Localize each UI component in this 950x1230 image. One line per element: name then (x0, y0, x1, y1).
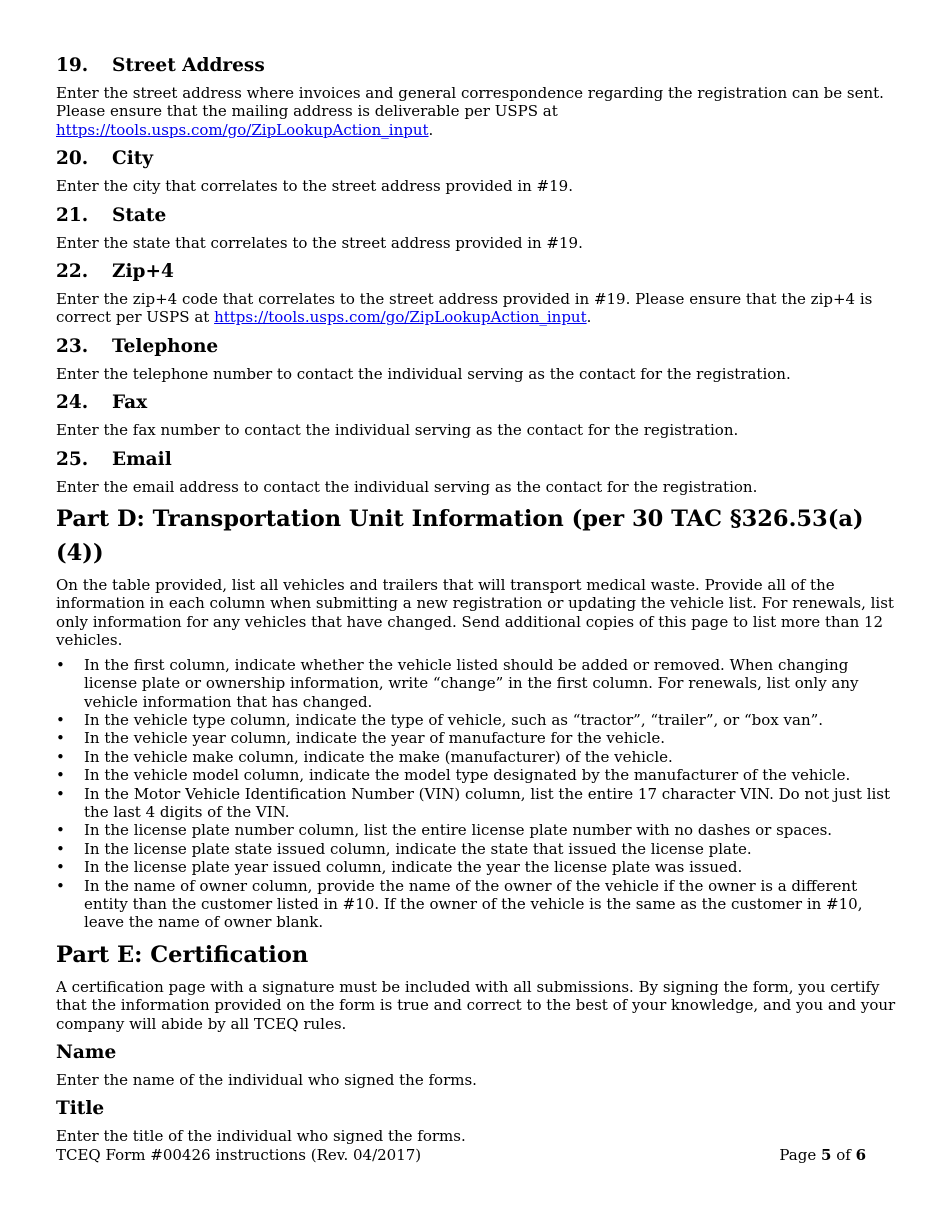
field-text-telephone: Enter the telephone number to contact the individual serving as the contact for the registration. (56, 364, 791, 383)
page-footer (56, 1145, 866, 1165)
field-text-email: Enter the email address to contact the individual serving as the contact for the registration. (56, 477, 758, 496)
field-heading-zip4: 22. Zip+4 (56, 261, 174, 283)
usps-link[interactable]: https://tools.usps.com/go/ZipLookupAction_input (214, 308, 587, 327)
page-content (56, 52, 898, 1146)
part-d-heading: Part D: Transportation Unit Information (per 30 TAC §326.53(a)(4)) (56, 506, 864, 567)
field-text-fax: Enter the fax number to contact the individual serving as the contact for the registration. (56, 421, 739, 440)
title-heading: Title (56, 1098, 105, 1120)
list-item: • In the name of owner column, provide the name of the owner of the vehicle if the owner is a different entity than the customer listed in #10. If the owner of the vehicle is the same as the customer in #10, leave the name of owner blank. (56, 877, 898, 932)
list-item: • In the license plate number column, list the entire license plate number with no dashes or spaces. (56, 821, 898, 839)
field-text-zip4: Enter the zip+4 code that correlates to the street address provided in #19. Please ensure that the zip+4 is correct per USPS at https://tools.usps.com/go/ZipLookupAction_input. (56, 290, 873, 327)
usps-link[interactable]: https://tools.usps.com/go/ZipLookupAction_input (56, 120, 429, 139)
list-item: • In the license plate year issued column, indicate the year the license plate was issued. (56, 858, 898, 876)
field-heading-street-address: 19. Street Address (56, 55, 265, 76)
list-item: • In the vehicle model column, indicate the model type designated by the manufacturer of the vehicle. (56, 766, 898, 784)
part-e-heading: Part E: Certification (56, 941, 309, 968)
list-item: • In the vehicle make column, indicate the make (manufacturer) of the vehicle. (56, 748, 898, 766)
list-item: • In the vehicle type column, indicate the type of vehicle, such as “tractor”, “trailer”, or “box van”. (56, 711, 898, 729)
field-heading-state: 21. State (56, 204, 167, 226)
title-text: Enter the title of the individual who signed the forms. (56, 1127, 466, 1146)
field-heading-city: 20. City (56, 148, 154, 170)
footer-page-number: Page 5 of 6 (779, 1146, 866, 1164)
name-text: Enter the name of the individual who signed the forms. (56, 1071, 477, 1089)
field-heading-telephone: 23. Telephone (56, 335, 219, 357)
field-heading-fax: 24. Fax (56, 392, 148, 414)
field-text-city: Enter the city that correlates to the street address provided in #19. (56, 177, 573, 196)
field-text-state: Enter the state that correlates to the street address provided in #19. (56, 233, 583, 252)
list-item: • In the first column, indicate whether the vehicle listed should be added or removed. When changing license plate or ownership information, write “change” in the first column. For renewals, list only any vehicle information that has changed. (56, 656, 898, 711)
part-d-intro: On the table provided, list all vehicles and trailers that will transport medical waste. Provide all of the information in each column when submitting a new registration or updating the vehicle list. For renewals, list only information for any vehicles that have changed. Send additional copies of this page to list more than 12 vehicles. (56, 576, 894, 650)
footer-form-id: TCEQ Form #00426 instructions (Rev. 04/2017) (56, 1146, 422, 1164)
list-item: • In the Motor Vehicle Identification Number (VIN) column, list the entire 17 character VIN. Do not just list the last 4 digits of the VIN. (56, 785, 898, 822)
name-heading: Name (56, 1042, 117, 1063)
list-item: • In the license plate state issued column, indicate the state that issued the license plate. (56, 840, 898, 858)
part-d-bullet-list (56, 656, 898, 932)
field-text-street-address: Enter the street address where invoices and general correspondence regarding the registration can be sent. Please ensure that the mailing address is deliverable per USPS at https://tools.usps.com/go/ZipLookupAction_input. (56, 84, 884, 139)
part-e-intro: A certification page with a signature must be included with all submissions. By signing the form, you certify that the information provided on the form is true and correct to the best of your knowledge, and you and your company will abide by all TCEQ rules. (56, 977, 896, 1033)
list-item: • In the vehicle year column, indicate the year of manufacture for the vehicle. (56, 729, 898, 747)
field-heading-email: 25. Email (56, 448, 172, 470)
